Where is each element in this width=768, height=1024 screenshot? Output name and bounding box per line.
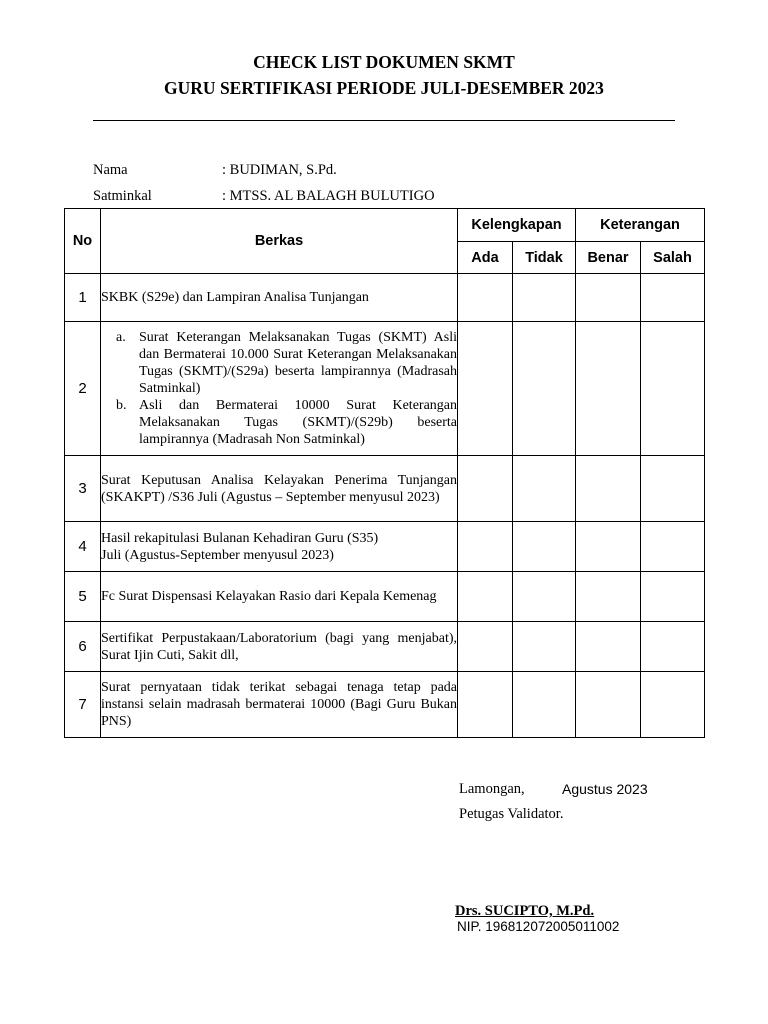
nama-value: : BUDIMAN, S.Pd.: [222, 162, 337, 178]
row-berkas: [101, 522, 458, 572]
table-row: [65, 622, 705, 672]
row-number: 2: [65, 322, 101, 456]
header-berkas: Berkas: [101, 209, 458, 274]
row-number: 6: [65, 622, 101, 672]
cell-ada: [458, 522, 513, 572]
signature-place: Lamongan,: [459, 781, 525, 797]
cell-tidak: [513, 456, 576, 522]
cell-ada: [458, 322, 513, 456]
signature-date: Agustus 2023: [562, 781, 648, 797]
nama-label: Nama: [93, 162, 128, 178]
table-row: [65, 672, 705, 738]
list-item-text: Asli dan Bermaterai 10000 Surat Keterangan Melaksanakan Tugas (SKMT)/(S29b) beserta lampirannya (Madrasah Non Satminkal): [139, 398, 457, 447]
row-number: 5: [65, 572, 101, 622]
header-keterangan: Keterangan: [576, 209, 705, 242]
table-row: [65, 322, 705, 456]
cell-ada: [458, 456, 513, 522]
satminkal-label: Satminkal: [93, 188, 152, 204]
row-berkas-text: Surat Keputusan Analisa Kelayakan Penerima Tunjangan (SKAKPT) /S36 Juli (Agustus – September menyusul 2023): [101, 472, 457, 505]
row-berkas-line-1: Hasil rekapitulasi Bulanan Kehadiran Guru (S35): [101, 530, 379, 546]
cell-benar: [576, 622, 641, 672]
cell-ada: [458, 622, 513, 672]
signature-role: Petugas Validator.: [459, 806, 564, 822]
list-item-text: Surat Keterangan Melaksanakan Tugas (SKMT) Asli dan Bermaterai 10.000 Surat Keterangan Melaksanakan Tugas (SKMT)/(S29a) beserta lampirannya (Madrasah Satminkal): [139, 330, 457, 396]
header-no: No: [65, 209, 101, 274]
row-berkas: [101, 456, 458, 522]
satminkal-value: : MTSS. AL BALAGH BULUTIGO: [222, 188, 435, 204]
header-ada: Ada: [458, 242, 513, 274]
cell-benar: [576, 456, 641, 522]
list-marker: a.: [116, 330, 126, 345]
cell-salah: [641, 456, 705, 522]
cell-tidak: [513, 622, 576, 672]
header-tidak: Tidak: [513, 242, 576, 274]
row-berkas-text: SKBK (S29e) dan Lampiran Analisa Tunjangan: [101, 290, 369, 305]
list-item: [101, 329, 457, 397]
row-berkas-line-2: Juli (Agustus-September menyusul 2023): [101, 547, 334, 563]
cell-salah: [641, 522, 705, 572]
cell-benar: [576, 672, 641, 738]
row-number: 4: [65, 522, 101, 572]
header-salah: Salah: [641, 242, 705, 274]
row-number: 1: [65, 274, 101, 322]
cell-ada: [458, 274, 513, 322]
cell-tidak: [513, 522, 576, 572]
document-title-line-2: GURU SERTIFIKASI PERIODE JULI-DESEMBER 2023: [164, 78, 604, 98]
cell-tidak: [513, 672, 576, 738]
cell-tidak: [513, 572, 576, 622]
cell-benar: [576, 274, 641, 322]
row-berkas: [101, 322, 458, 456]
checklist-table: [64, 208, 705, 738]
row-berkas-text: Sertifikat Perpustakaan/Laboratorium (bagi yang menjabat), Surat Ijin Cuti, Sakit dll,: [101, 630, 457, 663]
cell-tidak: [513, 274, 576, 322]
row-number: 3: [65, 456, 101, 522]
row-number: 7: [65, 672, 101, 738]
cell-ada: [458, 672, 513, 738]
table-row: [65, 274, 705, 322]
table-row: [65, 456, 705, 522]
signature-nip-text: NIP. 196812072005011002: [457, 919, 620, 934]
list-item: [101, 397, 457, 448]
row-berkas: [101, 274, 458, 322]
row-berkas-text: Fc Surat Dispensasi Kelayakan Rasio dari Kepala Kemenag: [101, 589, 437, 604]
cell-benar: [576, 522, 641, 572]
cell-tidak: [513, 322, 576, 456]
table-row: [65, 572, 705, 622]
signature-name: Drs. SUCIPTO, M.Pd.: [455, 903, 595, 919]
row-berkas: [101, 622, 458, 672]
cell-salah: [641, 672, 705, 738]
cell-salah: [641, 322, 705, 456]
cell-benar: [576, 322, 641, 456]
cell-ada: [458, 572, 513, 622]
row-berkas-text: Surat pernyataan tidak terikat sebagai tenaga tetap pada instansi selain madrasah bermaterai 10000 (Bagi Guru Bukan PNS): [101, 680, 457, 729]
cell-benar: [576, 572, 641, 622]
title-rule: [93, 120, 675, 121]
cell-salah: [641, 274, 705, 322]
cell-salah: [641, 622, 705, 672]
row-berkas: [101, 672, 458, 738]
header-benar: Benar: [576, 242, 641, 274]
list-marker: b.: [116, 398, 127, 413]
header-kelengkapan: Kelengkapan: [458, 209, 576, 242]
document-title-line-1: CHECK LIST DOKUMEN SKMT: [253, 52, 515, 72]
row-berkas: [101, 572, 458, 622]
cell-salah: [641, 572, 705, 622]
row-berkas-list: [101, 329, 457, 448]
table-row: [65, 522, 705, 572]
signature-nip: [457, 919, 619, 936]
